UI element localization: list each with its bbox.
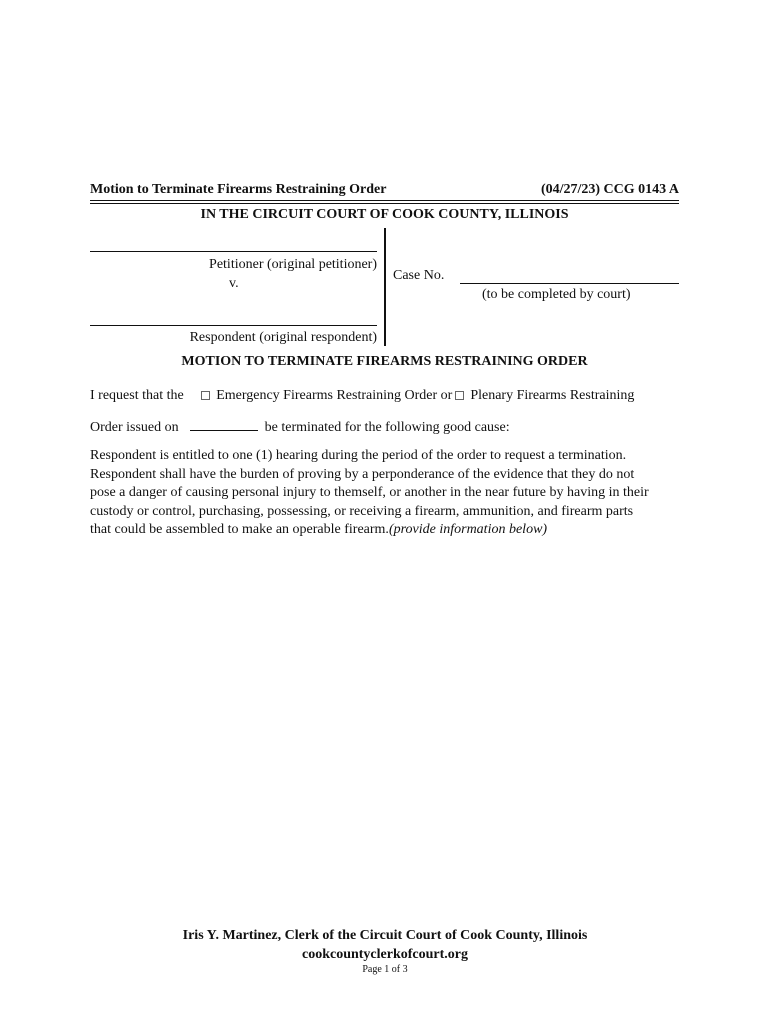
order-issued-date-field[interactable] <box>190 418 258 431</box>
petitioner-label: Petitioner (original petitioner) <box>209 257 377 272</box>
order-issued-suffix: be terminated for the following good cause: <box>264 420 510 435</box>
versus-label: v. <box>229 276 239 291</box>
case-number-field[interactable] <box>460 283 679 284</box>
form-code: (04/27/23) CCG 0143 A <box>540 182 679 197</box>
plenary-order-checkbox[interactable] <box>455 391 464 400</box>
paragraph-text: that could be assembled to make an operable firearm. <box>90 522 389 537</box>
paragraph-line: Respondent is entitled to one (1) hearing during the period of the order to request a termination. <box>90 448 627 463</box>
paragraph-line: custody or control, purchasing, possessing, or receiving a firearm, ammunition, and firearm parts <box>90 503 634 519</box>
emergency-order-label: Emergency Firearms Restraining Order or <box>216 388 453 403</box>
order-issued-prefix: Order issued on <box>90 420 179 435</box>
request-prefix: I request that the <box>90 388 184 403</box>
plenary-order-label: Plenary Firearms Restraining <box>470 388 635 403</box>
order-issued-line <box>90 418 510 436</box>
respondent-name-field[interactable] <box>90 325 377 326</box>
header-rule <box>90 203 679 204</box>
clerk-name: Iris Y. Martinez, Clerk of the Circuit Court of Cook County, Illinois <box>182 928 588 943</box>
case-number-label: Case No. <box>393 268 445 283</box>
clerk-website: cookcountyclerkofcourt.org <box>301 947 469 962</box>
request-line <box>90 388 634 404</box>
good-cause-paragraph <box>90 447 690 540</box>
emergency-order-checkbox[interactable] <box>201 391 210 400</box>
provide-information-note: (provide information below) <box>388 522 548 537</box>
respondent-label: Respondent (original respondent) <box>189 330 377 345</box>
petitioner-name-field[interactable] <box>90 251 377 252</box>
motion-title: MOTION TO TERMINATE FIREARMS RESTRAINING ORDER <box>181 354 588 369</box>
case-number-hint: (to be completed by court) <box>482 287 631 302</box>
paragraph-line: Respondent shall have the burden of proving by a perponderance of the evidence that they do not <box>90 466 635 482</box>
paragraph-line: pose a danger of causing personal injury to themself, or another in the near future by having in their <box>90 485 649 500</box>
header-rule <box>90 200 679 201</box>
page-number: Page 1 of 3 <box>362 964 408 975</box>
court-heading: IN THE CIRCUIT COURT OF COOK COUNTY, ILLINOIS <box>200 207 569 222</box>
form-title: Motion to Terminate Firearms Restraining Order <box>90 182 387 197</box>
paragraph-line-final <box>90 521 690 540</box>
caption-divider <box>384 228 386 346</box>
